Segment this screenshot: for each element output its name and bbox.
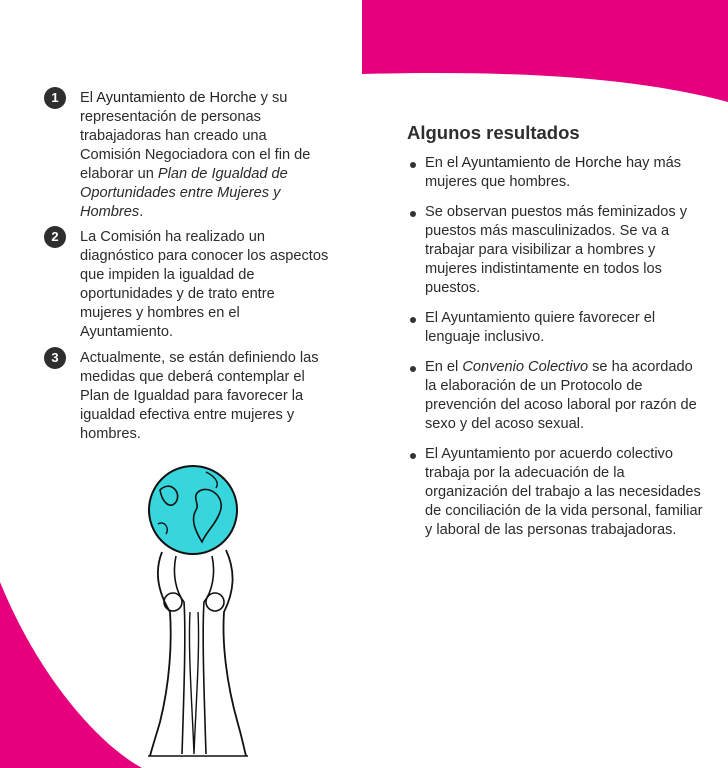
bottom-left-magenta-shape <box>0 582 142 768</box>
globe-icon <box>149 466 237 554</box>
results-heading: Algunos resultados <box>407 122 580 143</box>
step-2 <box>44 228 344 342</box>
top-right-magenta-shape <box>362 0 728 102</box>
bullet-icon <box>410 366 416 372</box>
step-number-badge: 3 <box>44 347 66 369</box>
step-number-badge: 2 <box>44 226 66 248</box>
bullet-icon <box>410 453 416 459</box>
bullet-icon <box>410 317 416 323</box>
step-1 <box>44 89 344 222</box>
list-item: En el Convenio Colectivo se ha acordado la elaboración de un Protocolo de prevención del acoso laboral por razón de sexo y del acoso sexual. <box>408 358 708 434</box>
bullet-icon <box>410 211 416 217</box>
step-3-text: Actualmente, se están definiendo las medidas que deberá contemplar el Plan de Igualdad para favorecer la igualdad efectiva entre mujeres y hombres. <box>80 350 319 442</box>
list-item: Se observan puestos más feminizados y puestos más masculinizados. Se va a trabajar para visibilizar a hombres y mujeres indistintamente en todos los puestos. <box>408 203 708 298</box>
step-2-text: La Comisión ha realizado un diagnóstico para conocer los aspectos que impiden la igualdad de oportunidades y de trato entre mujeres y hombres en el Ayuntamiento. <box>80 229 329 340</box>
step-number-badge: 1 <box>44 87 66 109</box>
list-item: El Ayuntamiento por acuerdo colectivo trabaja por la adecuación de la organización del trabajo a las necesidades de conciliación de la vida personal, familiar y laboral de las personas trabajadoras. <box>408 445 708 540</box>
step-3 <box>44 349 344 444</box>
list-item: El Ayuntamiento quiere favorecer el lenguaje inclusivo. <box>408 309 708 347</box>
results-list <box>408 154 708 551</box>
plan-title: Plan de Igualdad de Oportunidades entre Mujeres y Hombres <box>80 166 288 220</box>
bullet-icon <box>410 162 416 168</box>
organization-name: Ayuntamiento de Horche <box>461 155 622 171</box>
organization-name: Ayuntamiento de Horche <box>96 90 257 106</box>
step-1-text: El Ayuntamiento de Horche y su representación de personas trabajadoras han creado una Comisión Negociadora con el fin de elaborar un Plan de Igualdad de Oportunidades entre Mujeres y Hombres. <box>80 90 311 220</box>
agreement-title: Convenio Colectivo <box>462 359 589 375</box>
people-holding-globe-illustration <box>140 462 260 758</box>
list-item: En el Ayuntamiento de Horche hay más mujeres que hombres. <box>408 154 708 192</box>
